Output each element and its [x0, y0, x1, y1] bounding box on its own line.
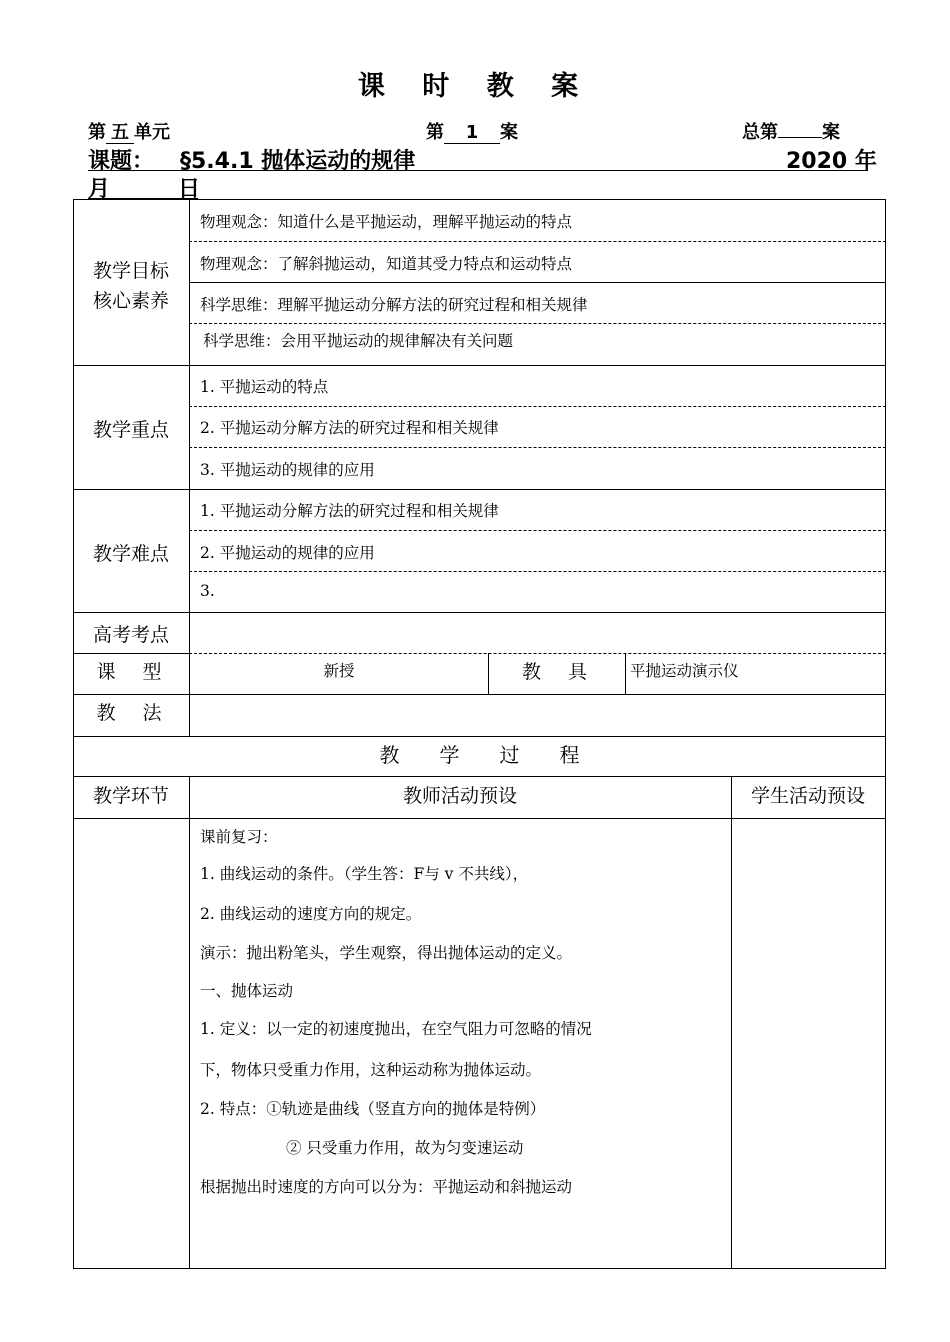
- topic-label: 课题：: [88, 149, 155, 174]
- topic-year: 2020 年: [786, 149, 877, 174]
- section-divider: [73, 365, 886, 366]
- row-divider: [189, 447, 886, 448]
- row-divider: [189, 323, 886, 324]
- key-point-item-3: 3. 平抛运动的规律的应用: [200, 461, 375, 479]
- lesson-field: [426, 118, 518, 144]
- teacher-line: 下，物体只受重力作用，这种运动称为抛体运动。: [200, 1061, 542, 1079]
- objective-item-3: 科学思维：理解平抛运动分解方法的研究过程和相关规律: [200, 296, 588, 314]
- section-divider: [73, 653, 189, 654]
- key-point-item-1: 1. 平抛运动的特点: [200, 378, 329, 396]
- row-divider: [189, 282, 886, 283]
- objective-item-2: 物理观念：了解斜抛运动，知道其受力特点和运动特点: [200, 255, 573, 273]
- topic-underline: [88, 170, 868, 171]
- unit-prefix: 第: [88, 122, 106, 143]
- objectives-label-line2: 核心素养: [92, 290, 169, 312]
- topic-text: §5.4.1 抛体运动的规律: [180, 149, 416, 174]
- difficulties-label: 教学难点: [92, 543, 169, 565]
- row-divider: [189, 241, 886, 242]
- key-point-item-2: 2. 平抛运动分解方法的研究过程和相关规律: [200, 419, 499, 437]
- table-border-left: [73, 199, 74, 1269]
- section-divider: [73, 818, 886, 819]
- process-title: 教 学 过 程: [379, 743, 580, 767]
- unit-suffix: 单元: [134, 122, 170, 143]
- topic-month: 月: [88, 177, 111, 202]
- section-divider: [73, 736, 886, 737]
- cell-divider: [625, 653, 626, 694]
- unit-value: 五: [106, 123, 134, 144]
- col-header-stage: 教学环节: [92, 785, 169, 807]
- row-divider: [189, 530, 886, 531]
- lesson-prefix: 第: [426, 122, 444, 143]
- total-prefix: 总第: [742, 122, 778, 143]
- section-divider: [73, 694, 886, 695]
- topic-day: 日: [178, 177, 201, 202]
- teacher-line: 根据抛出时速度的方向可以分为：平抛运动和斜抛运动: [200, 1178, 573, 1196]
- unit-field: [88, 118, 170, 144]
- objectives-label-line1: 教学目标: [92, 260, 169, 282]
- teacher-line: 1. 定义：以一定的初速度抛出，在空气阻力可忽略的情况: [200, 1020, 592, 1038]
- objectives-label: [73, 256, 189, 316]
- label-column-divider: [189, 199, 190, 736]
- section-divider: [73, 612, 886, 613]
- process-column-divider: [731, 776, 732, 1269]
- teacher-line: 2. 特点：①轨迹是曲线（竖直方向的抛体是特例）: [200, 1100, 546, 1118]
- teaching-method-label: 教 法: [96, 702, 166, 724]
- row-divider: [189, 571, 886, 572]
- lesson-value: 1: [444, 123, 500, 144]
- section-divider: [73, 776, 886, 777]
- teacher-line: 课前复习：: [200, 828, 278, 846]
- difficulty-item-2: 2. 平抛运动的规律的应用: [200, 544, 375, 562]
- total-suffix: 案: [822, 122, 840, 143]
- lesson-type-label: 课 型: [96, 661, 166, 683]
- row-divider: [189, 653, 886, 654]
- difficulty-item-3: 3.: [200, 582, 215, 600]
- row-divider: [189, 406, 886, 407]
- teacher-line: ② 只受重力作用，故为匀变速运动: [286, 1139, 524, 1157]
- table-border-bottom: [73, 1268, 886, 1269]
- total-value: [778, 137, 822, 138]
- objective-item-4: 科学思维：会用平抛运动的规律解决有关问题: [203, 332, 514, 350]
- lesson-suffix: 案: [500, 122, 518, 143]
- teacher-line: 演示：抛出粉笔头，学生观察，得出抛体运动的定义。: [200, 944, 573, 962]
- teacher-line: 2. 曲线运动的速度方向的规定。: [200, 905, 422, 923]
- table-border-top: [73, 199, 886, 200]
- section-divider: [73, 489, 886, 490]
- col-header-teacher: 教师活动预设: [402, 785, 517, 807]
- total-field: [742, 118, 840, 144]
- document-title: 课 时 教 案: [357, 71, 593, 102]
- teacher-line: 1. 曲线运动的条件。（学生答：F与 v 不共线），: [200, 865, 529, 883]
- process-column-divider: [189, 776, 190, 1269]
- col-header-student: 学生活动预设: [750, 785, 865, 807]
- lesson-type-value: 新授: [323, 662, 355, 680]
- difficulty-item-1: 1. 平抛运动分解方法的研究过程和相关规律: [200, 502, 499, 520]
- key-points-label: 教学重点: [92, 419, 169, 441]
- objective-item-1: 物理观念：知道什么是平抛运动，理解平抛运动的特点: [200, 213, 573, 231]
- teacher-line: 一、抛体运动: [200, 982, 294, 1000]
- exam-points-label: 高考考点: [92, 624, 169, 646]
- table-border-right: [885, 199, 886, 1269]
- teaching-aids-label: 教 具: [521, 661, 591, 683]
- teaching-aids-value: 平抛运动演示仪: [630, 662, 739, 680]
